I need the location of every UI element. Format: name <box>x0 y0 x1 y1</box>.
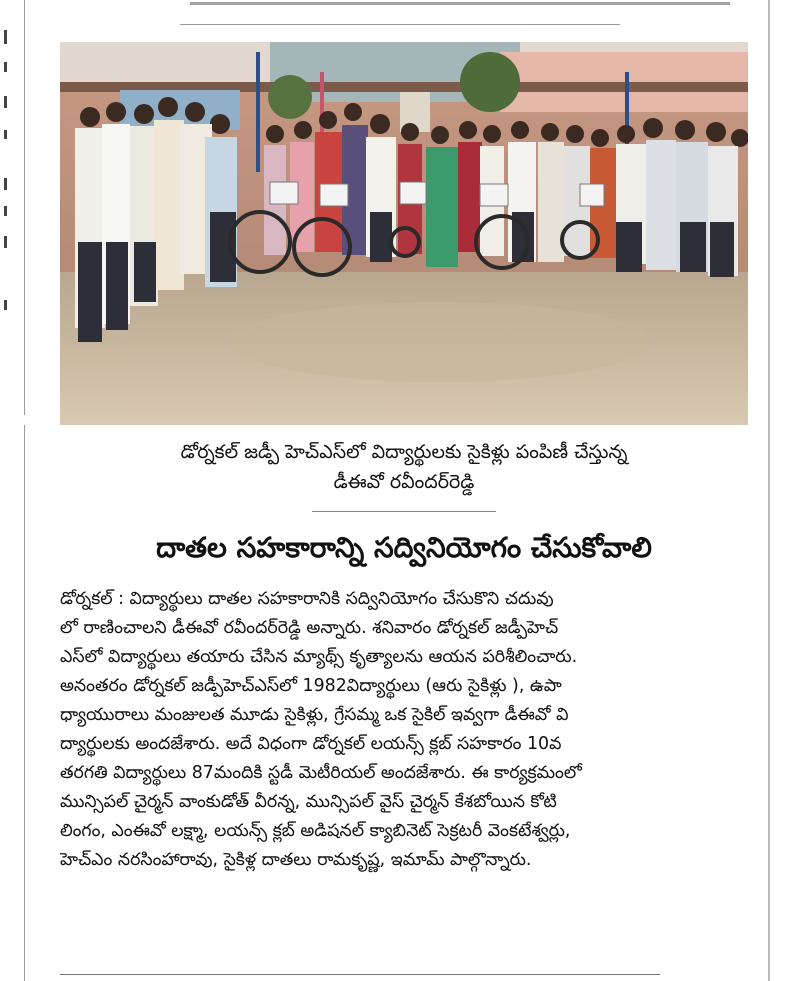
article-body-line: హెచ్ఎం నరసింహారావు, సైకిళ్ల దాతలు రామకృష్ణ, ఇమామ్ పాల్గొన్నారు. <box>60 850 532 870</box>
article-headline: దాతల సహకారాన్ని సద్వినియోగం చేసుకోవాలి <box>156 531 652 564</box>
adjacent-column-fragment <box>4 130 7 139</box>
adjacent-column-fragment <box>4 178 7 190</box>
article-body-line: అనంతరం డోర్నకల్ జడ్పీహెచ్ఎస్‌లో 1982విద్యార్థులు (ఆరు సైకిళ్లు ), ఉపా <box>60 676 562 696</box>
column-divider-right <box>768 0 770 981</box>
column-divider-left-lower <box>24 425 25 981</box>
news-photo <box>60 42 748 425</box>
adjacent-column-fragment <box>4 236 7 248</box>
article-body-line: మున్సిపల్ చైర్మన్ వాంకుడోత్ వీరన్న, మున్సిపల్ వైస్ చైర్మన్ కేశబోయిన కోటి <box>60 792 557 812</box>
photo-caption-line: డీఈవో రవీందర్‌రెడ్డి <box>333 471 475 493</box>
article-body-line: ధ్యాయురాలు మంజులత మూడు సైకిళ్లు, గ్రేసమ్మ ఒక సైకిల్ ఇవ్వగా డీఈవో వి <box>60 705 569 725</box>
photo-caption <box>60 437 748 497</box>
article-body-line: ద్యార్థులకు అందజేశారు. అదే విధంగా డోర్నకల్ లయన్స్ క్లబ్ సహకారం 10వ <box>60 734 562 754</box>
section-rule-top <box>180 24 620 25</box>
adjacent-column-fragment <box>4 96 7 108</box>
adjacent-column-fragment <box>4 30 7 44</box>
article-body <box>60 585 750 875</box>
photo-caption-line: డోర్నకల్ జడ్పీ హెచ్ఎస్‌లో విద్యార్థులకు సైకిళ్లు పంపిణీ చేస్తున్న <box>180 441 628 463</box>
caption-divider <box>312 511 496 512</box>
adjacent-column-fragment <box>4 206 7 216</box>
article-body-line: లో రాణించాలని డీఈవో రవీందర్‌రెడ్డి అన్నారు. శనివారం డోర్నకల్ జడ్పీహెచ్ <box>60 618 559 638</box>
article-body-line: డోర్నకల్ : విద్యార్థులు దాతల సహకారానికి సద్వినియోగం చేసుకొని చదువు <box>60 589 554 609</box>
article-body-line: ఎస్‌లో విద్యార్థులు తయారు చేసిన మ్యాథ్స్ కృత్యాలను ఆయన పరిశీలించారు. <box>60 647 578 667</box>
article-body-line: లింగం, ఎంఈవో లక్ష్మా, లయన్స్ క్లబ్ అడిషనల్ క్యాబినెట్ సెక్రటరీ వెంకటేశ్వర్లు, <box>60 821 571 841</box>
adjacent-column-fragment <box>4 62 7 72</box>
cut-off-text-above <box>190 0 730 7</box>
column-divider-left <box>24 0 25 415</box>
article-body-line: తరగతి విద్యార్థులు 87మందికి స్టడీ మెటీరియల్ అందజేశారు. ఈ కార్యక్రమంలో <box>60 763 582 783</box>
section-rule-bottom <box>60 974 660 975</box>
adjacent-column-fragment <box>4 300 7 310</box>
